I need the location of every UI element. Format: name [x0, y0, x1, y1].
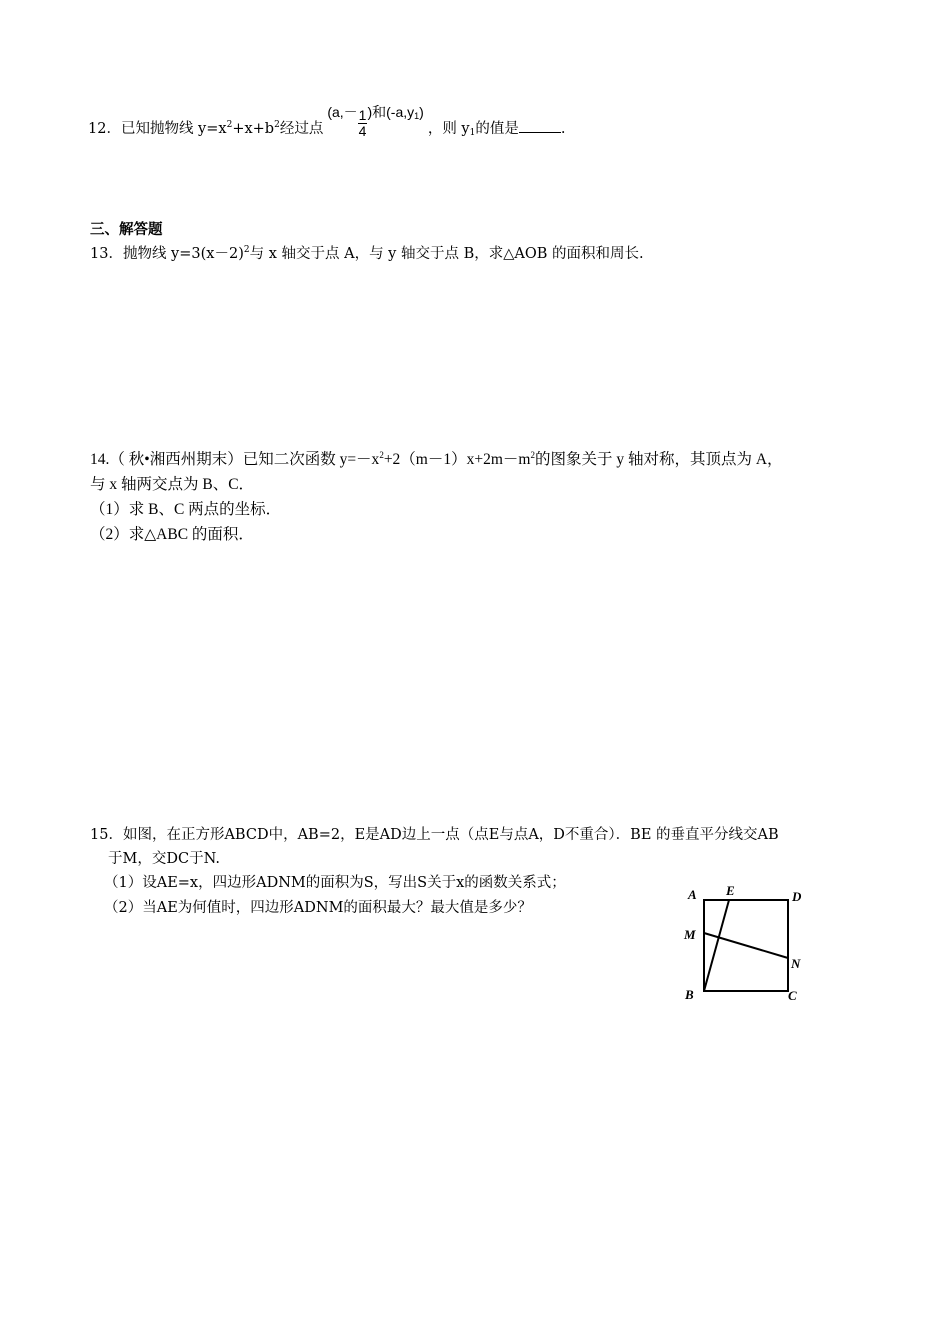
question-15-part-1: （1）设AE=x，四边形ADNM的面积为S，写出S关于x的函数关系式；: [104, 875, 566, 891]
question-15-part-2: （2）当AE为何值时，四边形ADNM的面积最大？最大值是多少？: [104, 900, 532, 916]
q12-point-end: ): [419, 104, 424, 121]
q14-line1-b: +2（m－1）x+2m－m: [383, 451, 531, 468]
q12-text-pre: 已知抛物线 y=x: [120, 121, 227, 138]
label-m: M: [684, 927, 696, 942]
q12-point-open: (a,－: [327, 104, 358, 121]
question-14-part-1: （1）求 B、C 两点的坐标．: [90, 501, 282, 518]
question-15-line-2: 于M，交DC于N.: [108, 851, 220, 867]
q12-text-post2: 的值是: [475, 121, 519, 138]
label-a: A: [688, 887, 697, 902]
q14-sup-2: 2: [530, 450, 535, 460]
label-b: B: [685, 987, 694, 1002]
q12-point-close: )和(-a,y: [367, 104, 415, 121]
question-13: [90, 245, 644, 263]
q14-line1-c: 的图象关于 y 轴对称，其顶点为 A，: [534, 451, 783, 468]
question-15-line-1: 15．如图，在正方形ABCD中，AB=2，E是AD边上一点（点E与点A，D不重合）．BE 的垂直平分线交AB: [90, 827, 779, 843]
section-3-title: 三、解答题: [90, 221, 163, 238]
q12-point-expression: [327, 104, 424, 139]
q14-sup-1: 2: [379, 450, 384, 460]
q13-text-post: 与 x 轴交于点 A，与 y 轴交于点 B，求△AOB 的面积和周长.: [249, 246, 644, 262]
q12-point-sub: 1: [414, 111, 420, 122]
label-n: N: [791, 956, 801, 971]
q14-number: 14.（: [90, 451, 125, 468]
q12-frac-num: 1: [358, 107, 367, 123]
q12-text-mid2: 经过点: [279, 121, 324, 138]
q12-sup-2: 2: [274, 120, 280, 131]
label-c: C: [788, 988, 797, 1003]
q12-text-post1: ，则 y: [427, 121, 470, 138]
label-e: E: [726, 883, 735, 898]
q13-number: 13．: [90, 246, 123, 262]
q12-post-sub: 1: [469, 128, 476, 139]
label-d: D: [792, 889, 802, 904]
q12-frac-den: 4: [358, 123, 367, 139]
question-14-line-2: 与 x 轴两交点为 B、C．: [90, 476, 255, 493]
q12-answer-blank: [519, 120, 561, 133]
square-figure: [680, 880, 820, 1010]
question-14-line-1: [90, 450, 783, 470]
q12-number: 12．: [88, 121, 121, 138]
q12-text-mid1: +x+b: [232, 121, 275, 138]
segment-be: [704, 900, 729, 991]
q12-fraction: [358, 108, 368, 139]
question-12: [88, 104, 566, 145]
q13-text-pre: 抛物线 y=3(x－2): [122, 246, 244, 262]
q12-sup-1: 2: [226, 120, 233, 131]
q14-line1-a: 秋•湘西州期末）已知二次函数 y=－x: [124, 451, 380, 468]
question-14-part-2: （2）求△ABC 的面积．: [90, 526, 254, 543]
q12-text-post3: .: [560, 121, 566, 138]
q13-sup: 2: [243, 245, 250, 255]
